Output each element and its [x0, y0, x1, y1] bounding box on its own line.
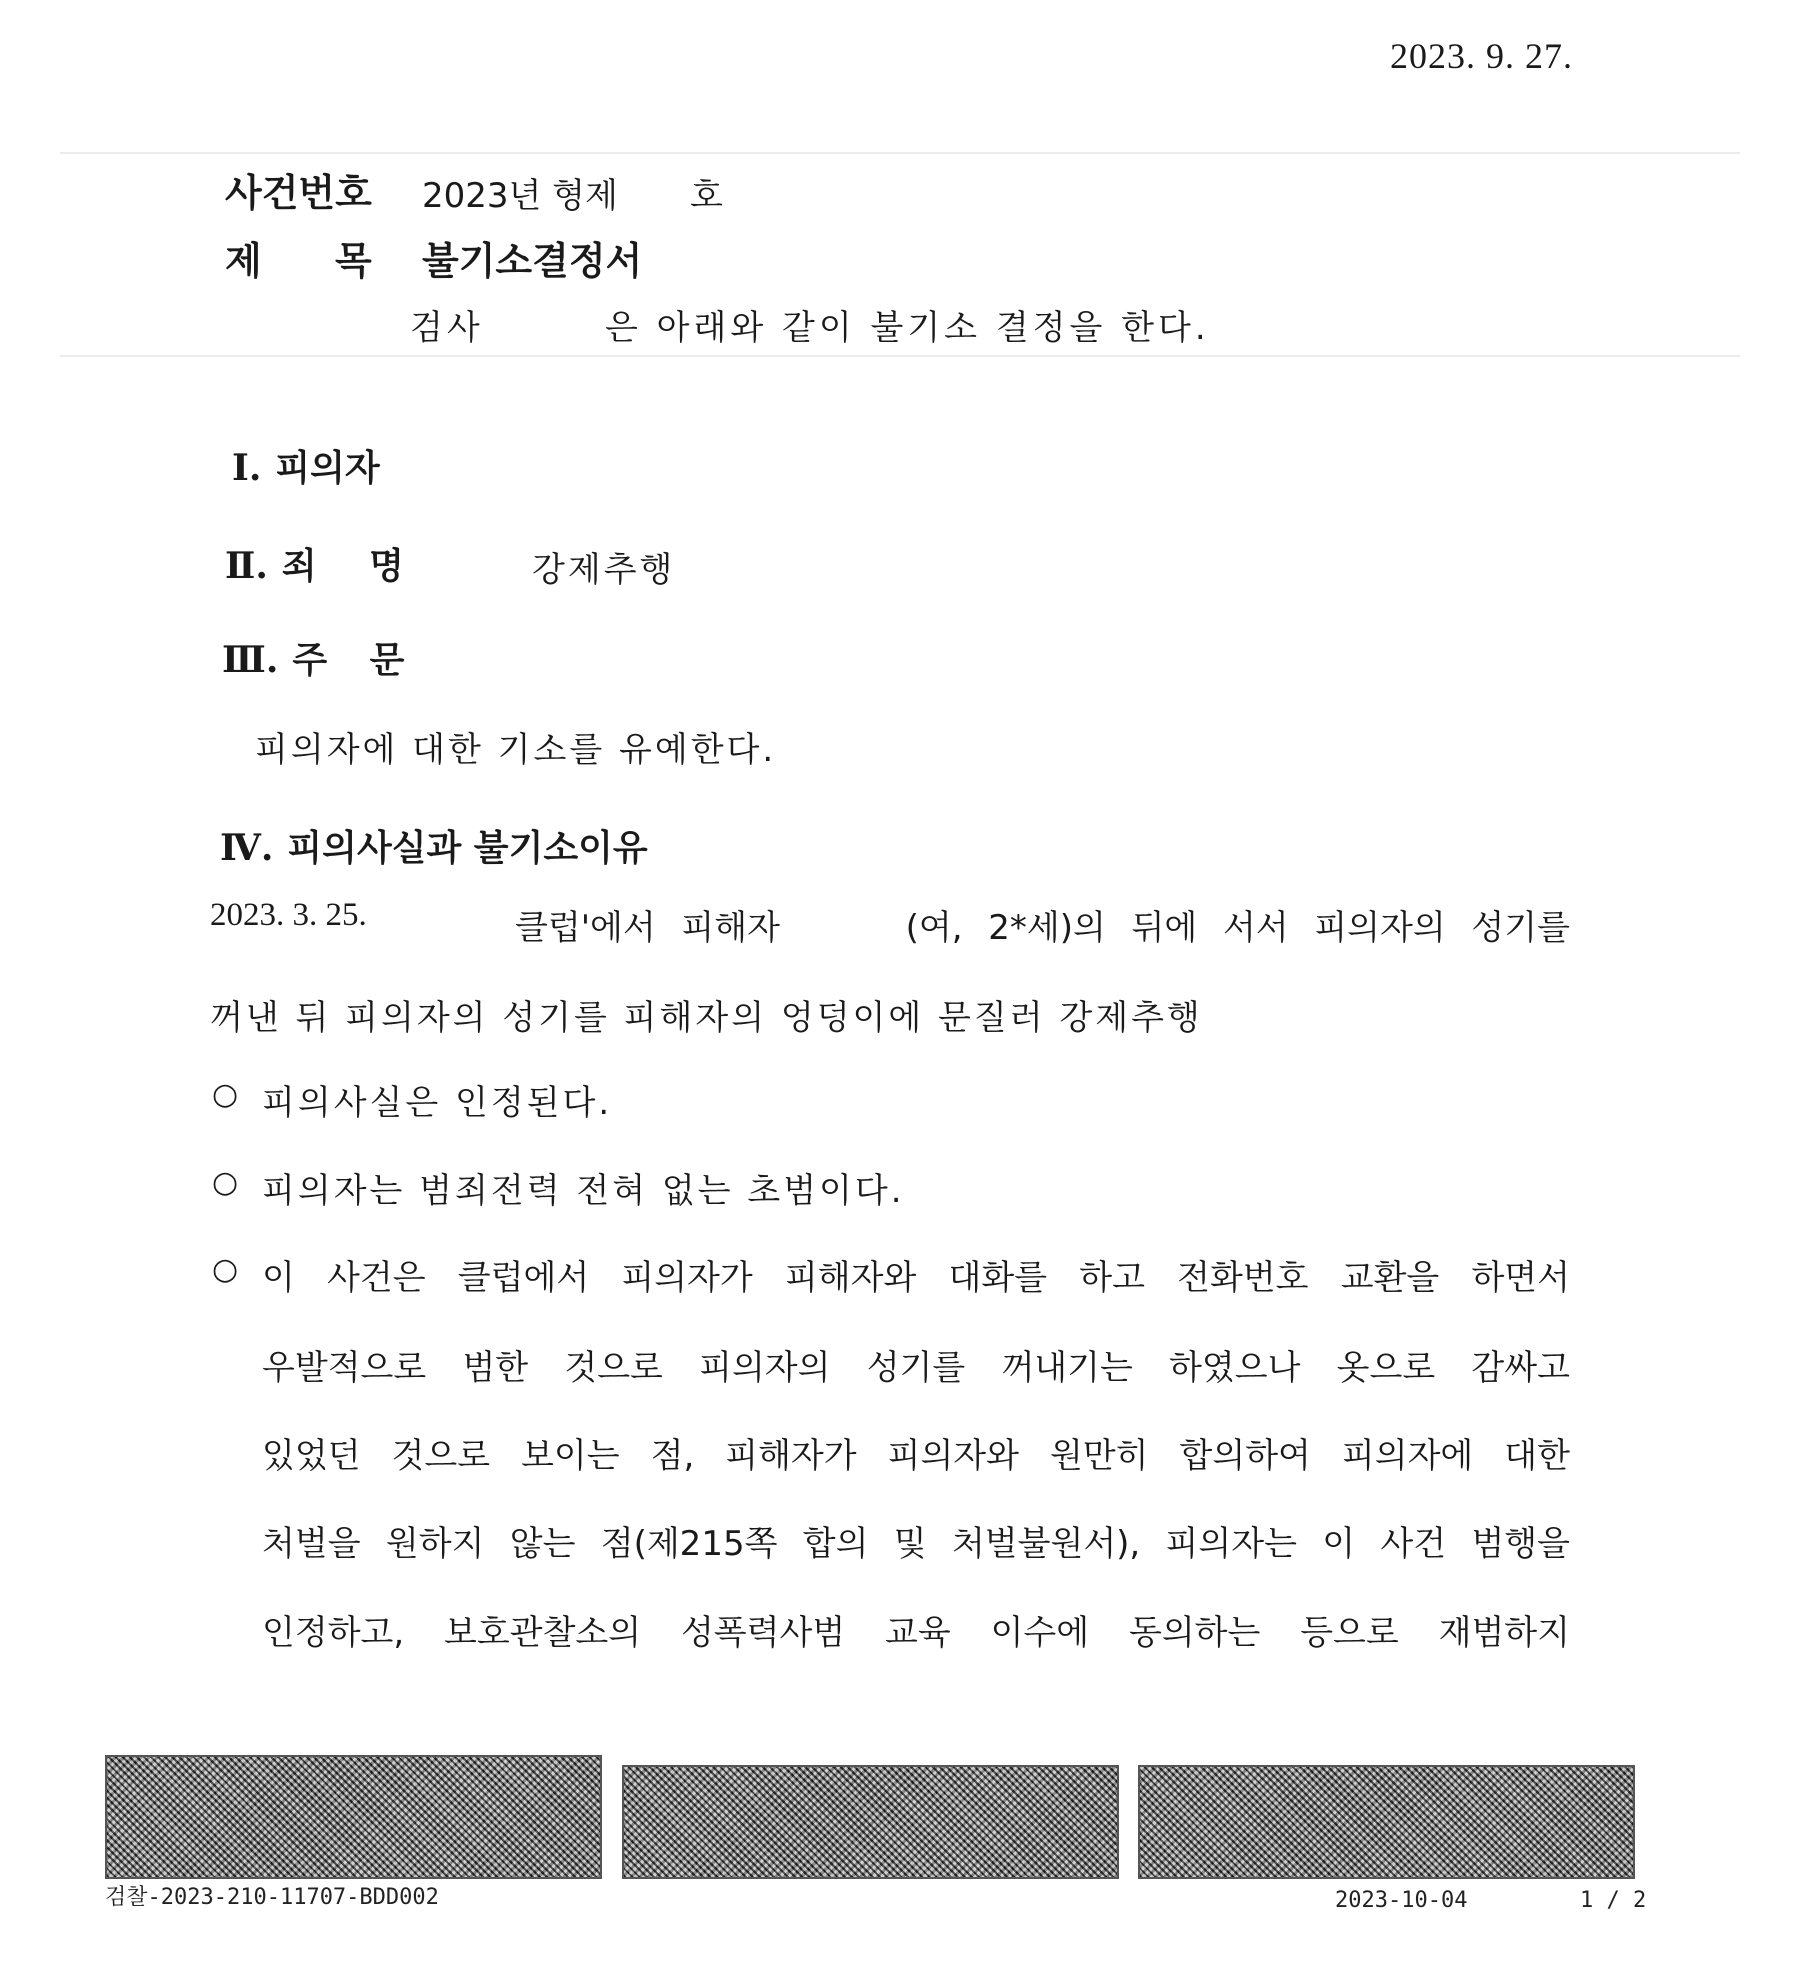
bullet-3-word: 않는	[509, 1524, 576, 1564]
bullet-3-word: 하였으나	[1169, 1348, 1301, 1388]
document-date: 2023. 9. 27.	[1390, 36, 1573, 76]
bullet-3-word: 이수에	[990, 1613, 1090, 1653]
section-2-number: Ⅱ.	[225, 545, 268, 587]
bullet-3-word: 있었던	[262, 1436, 361, 1476]
bullet-3-line-4	[262, 1516, 1570, 1565]
bullet-3-word: 합의	[802, 1524, 869, 1564]
bullet-3-word: 피해자가	[725, 1436, 857, 1476]
facts-line-1-word: (여,	[905, 908, 963, 948]
section-4-title: 피의사실과 불기소이유	[287, 828, 648, 869]
bullet-3-line-5	[262, 1605, 1570, 1654]
bullet-3-word: 대화를	[948, 1258, 1048, 1298]
bullet-3-line-3	[262, 1428, 1570, 1477]
facts-line-1-word: 서서	[1222, 908, 1289, 948]
bullet-3-word: 꺼내기는	[1001, 1348, 1133, 1388]
section-4-heading	[220, 820, 648, 871]
footer-document-id: 검찰-2023-210-11707-BDD002	[105, 1885, 439, 1910]
bullet-3-word: 보이는	[521, 1436, 620, 1476]
facts-line-2: 꺼낸 뒤 피의자의 성기를 피해자의 엉덩이에 문질러 강제추행	[210, 998, 1203, 1038]
case-number-suffix: 호	[690, 176, 723, 216]
bullet-3-word: 이	[1322, 1524, 1356, 1564]
facts-line-1-word: 클럽'에서	[515, 908, 656, 948]
barcode-1	[105, 1755, 602, 1879]
bullet-3-word: 원만히	[1049, 1436, 1149, 1476]
bullet-2-marker: ○	[212, 1165, 239, 1200]
bullet-3-word: 인정하고,	[262, 1613, 405, 1653]
section-1-number: Ⅰ.	[232, 447, 262, 489]
bullet-3-word: 대한	[1504, 1436, 1570, 1476]
bullet-3-word: 것으로	[564, 1348, 663, 1388]
footer-page-number: 1 / 2	[1580, 1888, 1647, 1913]
section-2-heading	[225, 538, 404, 589]
bullet-3-marker: ○	[212, 1252, 239, 1287]
bullet-3-word: 피의자는	[1165, 1524, 1297, 1564]
bullet-3-word: 처벌을	[262, 1524, 361, 1564]
section-3-title: 주 문	[292, 640, 405, 681]
bullet-3-word: 점,	[650, 1436, 695, 1476]
facts-date: 2023. 3. 25.	[210, 897, 367, 933]
bullet-3-word: 보호관찰소의	[444, 1613, 642, 1653]
bullet-1-marker: ○	[212, 1077, 239, 1112]
intro-prosecutor: 검사	[410, 308, 484, 348]
bullet-3-word: 등으로	[1300, 1613, 1399, 1653]
intro-statement: 은 아래와 같이 불기소 결정을 한다.	[605, 308, 1210, 348]
facts-line-1	[515, 900, 1570, 949]
section-2-title: 죄 명	[281, 546, 404, 587]
facts-line-1-word: 뒤에	[1131, 908, 1198, 948]
facts-line-1-word: 피의자의	[1314, 908, 1446, 948]
bullet-3-word: 우발적으로	[262, 1348, 427, 1388]
section-3-heading	[222, 632, 404, 683]
case-number-value: 2023년 형제	[422, 176, 618, 216]
bullet-3-word: 이	[262, 1258, 295, 1298]
facts-line-1-word: 피해자	[681, 908, 780, 948]
section-1-title: 피의자	[275, 448, 380, 489]
bullet-3-word: 감싸고	[1471, 1348, 1570, 1388]
bullet-3-word: 성폭력사범	[680, 1613, 846, 1653]
bullet-3-word: 동의하는	[1128, 1613, 1261, 1653]
bullet-3-word: 처벌불원서),	[951, 1524, 1141, 1564]
subject-value: 불기소결정서	[422, 239, 643, 283]
bullet-3-word: 하면서	[1471, 1258, 1570, 1298]
bullet-3-word: 피의자와	[887, 1436, 1019, 1476]
bullet-3-word: 하고	[1079, 1258, 1145, 1298]
bullet-3-word: 재범하지	[1438, 1613, 1570, 1653]
case-number-label: 사건번호	[225, 171, 372, 215]
bullet-3-word: 범한	[462, 1348, 529, 1388]
barcode-3	[1138, 1765, 1635, 1879]
bullet-3-word: 피해자와	[784, 1258, 917, 1298]
bullet-3-word: 피의자가	[621, 1258, 753, 1298]
bullet-3-word: 및	[893, 1524, 927, 1564]
subject-label: 제 목	[225, 239, 372, 283]
section-3-number: Ⅲ.	[222, 639, 279, 681]
section-3-body: 피의자에 대한 기소를 유예한다.	[255, 730, 777, 770]
bullet-3-word: 성기를	[866, 1348, 966, 1388]
bullet-3-word: 클럽에서	[457, 1258, 590, 1298]
bullet-3-line-2	[262, 1340, 1570, 1389]
section-1-heading	[232, 440, 380, 491]
divider-top	[60, 152, 1740, 154]
barcode-2	[622, 1765, 1119, 1879]
bullet-1-text: 피의사실은 인정된다.	[262, 1083, 613, 1123]
bullet-3-word: 교환을	[1340, 1258, 1440, 1298]
bullet-3-word: 교육	[885, 1613, 951, 1653]
bullet-3-word: 피의자의	[699, 1348, 831, 1388]
facts-line-1-word: 성기를	[1471, 908, 1570, 948]
bullet-3-word: 사건	[1380, 1524, 1447, 1564]
section-2-value: 강제추행	[532, 550, 676, 590]
bullet-3-word: 범행을	[1471, 1524, 1570, 1564]
bullet-3-word: 옷으로	[1336, 1348, 1436, 1388]
bullet-3-word: 사건은	[327, 1258, 426, 1298]
bullet-3-line-1	[262, 1250, 1570, 1299]
bullet-3-word: 전화번호	[1177, 1258, 1309, 1298]
divider-header	[60, 355, 1740, 357]
facts-line-1-word: 2*세)의	[988, 908, 1106, 948]
footer-print-date: 2023-10-04	[1335, 1888, 1468, 1913]
bullet-3-word: 점(제215쪽	[600, 1524, 778, 1564]
bullet-3-word: 피의자에	[1341, 1436, 1474, 1476]
bullet-2-text: 피의자는 범죄전력 전혀 없는 초범이다.	[262, 1171, 905, 1211]
bullet-3-word: 원하지	[385, 1524, 485, 1564]
section-4-number: Ⅳ.	[220, 827, 274, 869]
bullet-3-word: 합의하여	[1179, 1436, 1311, 1476]
bullet-3-word: 것으로	[391, 1436, 491, 1476]
